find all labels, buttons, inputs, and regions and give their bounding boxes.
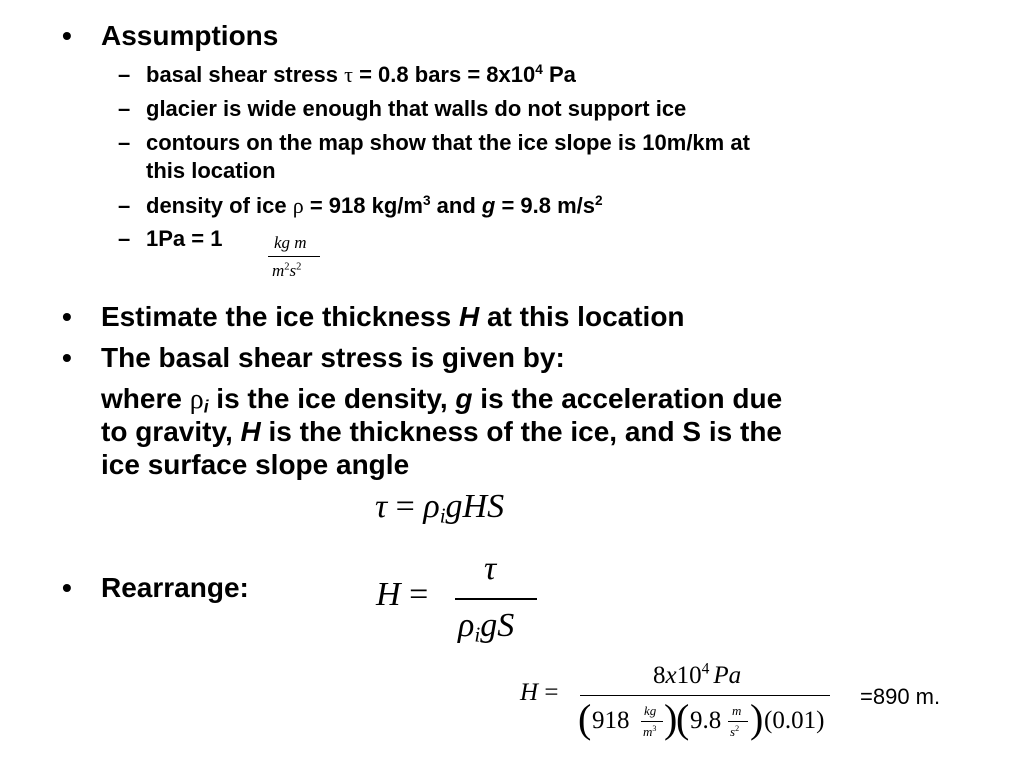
- left-paren: (: [578, 696, 592, 741]
- assumption-glacier-width: glacier is wide enough that walls do not support ice: [146, 96, 687, 121]
- basal-stress-text: The basal shear stress is given by:: [101, 342, 565, 373]
- where-line1: where $\rho_i$ is the ice density, g is the acceleration due: [101, 383, 783, 417]
- unit-m3: $m^3$: [643, 724, 657, 739]
- unit-s2: $s^2$: [730, 724, 740, 739]
- denominator-gravity: 9.8: [690, 707, 722, 734]
- dash-glyph: –: [118, 96, 131, 121]
- unit-m: m: [732, 703, 742, 718]
- assumption-contours-line1: contours on the map show that the ice slope is 10m/km at: [146, 130, 750, 155]
- where-line2: to gravity, H is the thickness of the ice, and S is the: [101, 416, 783, 447]
- denominator-ice-density: 918: [592, 707, 630, 734]
- assumption-contours-line2: this location: [146, 158, 276, 183]
- equation-h-numerator: τ: [484, 550, 497, 587]
- bullet-glyph: •: [62, 572, 72, 603]
- right-paren: ): [750, 696, 764, 741]
- equation-numeric-fraction-bar: [580, 695, 830, 696]
- left-paren: (: [676, 696, 690, 741]
- equation-shear-stress: $\tau = \rho_igHS$: [375, 488, 505, 528]
- equation-result: =890 m.: [860, 684, 941, 709]
- unit-kg-bar: [641, 721, 663, 722]
- bullet-glyph: •: [62, 301, 72, 332]
- pa-fraction-bar: [268, 256, 320, 257]
- equation-h-denominator: $\rho_igS$: [458, 607, 515, 647]
- assumption-pascal: 1Pa = 1: [146, 226, 223, 251]
- bullet-glyph: •: [62, 342, 72, 373]
- rearrange-text: Rearrange:: [101, 572, 249, 603]
- equation-h-fraction-bar: [455, 598, 537, 600]
- assumptions-title: Assumptions: [101, 20, 279, 51]
- pa-fraction-numerator: kg m: [274, 233, 307, 252]
- pa-fraction-denominator: $m^2s^2$: [272, 261, 302, 280]
- unit-m-bar: [728, 721, 748, 722]
- estimate-text: Estimate the ice thickness H at this location: [101, 301, 685, 332]
- bullet-glyph: •: [62, 20, 72, 51]
- unit-kg: kg: [644, 703, 657, 718]
- dash-glyph: –: [118, 226, 131, 251]
- denominator-slope: (0.01): [764, 707, 825, 734]
- assumption-density: density of ice ρ = 918 $kg/m^3$ and g = 9.8 $m/s^2$: [146, 192, 603, 218]
- equation-numeric-numerator: $8x10^4$ Pa: [653, 660, 742, 689]
- dash-glyph: –: [118, 193, 131, 218]
- equation-h-lhs: H =: [376, 576, 429, 613]
- equation-numeric-lhs: H =: [520, 679, 559, 706]
- where-line3: ice surface slope angle: [101, 449, 410, 480]
- right-paren: ): [664, 696, 678, 741]
- dash-glyph: –: [118, 62, 131, 87]
- assumption-shear-stress: basal shear stress τ = 0.8 bars = $8x10^4$ Pa: [146, 61, 576, 87]
- dash-glyph: –: [118, 130, 131, 155]
